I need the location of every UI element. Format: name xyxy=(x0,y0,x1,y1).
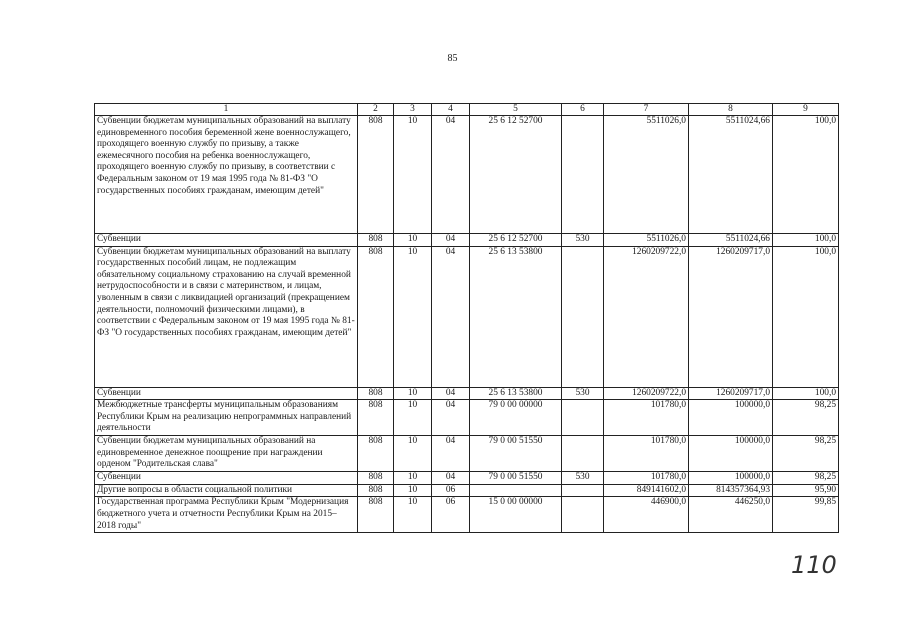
subsection-code: 04 xyxy=(432,234,470,247)
target-article-code: 25 6 12 52700 xyxy=(470,116,562,234)
subsection-code: 04 xyxy=(432,436,470,472)
ministry-code: 808 xyxy=(358,246,394,387)
expense-type-code xyxy=(562,400,604,436)
target-article-code: 25 6 13 53800 xyxy=(470,246,562,387)
subsection-code: 06 xyxy=(432,484,470,497)
planned-amount: 5511026,0 xyxy=(604,234,689,247)
table-row xyxy=(95,116,839,234)
column-header: 8 xyxy=(689,104,773,116)
expense-type-code: 530 xyxy=(562,387,604,400)
table-row xyxy=(95,400,839,436)
page-number: 85 xyxy=(447,53,458,64)
table-row xyxy=(95,472,839,485)
planned-amount: 101780,0 xyxy=(604,436,689,472)
row-name: Межбюджетные трансферты муниципальным образованиям Республики Крым на реализацию непрограммных направлений деятельности xyxy=(95,400,358,436)
expense-type-code: 530 xyxy=(562,472,604,485)
executed-amount: 100000,0 xyxy=(689,472,773,485)
expense-type-code xyxy=(562,497,604,533)
row-name: Субвенции бюджетам муниципальных образований на единовременное денежное поощрение при награждении орденом "Родительская слава" xyxy=(95,436,358,472)
subsection-code: 04 xyxy=(432,246,470,387)
ministry-code: 808 xyxy=(358,400,394,436)
target-article-code xyxy=(470,484,562,497)
column-header: 3 xyxy=(394,104,432,116)
planned-amount: 101780,0 xyxy=(604,472,689,485)
executed-amount: 100000,0 xyxy=(689,400,773,436)
section-code: 10 xyxy=(394,484,432,497)
subsection-code: 04 xyxy=(432,387,470,400)
execution-percent: 95,90 xyxy=(773,484,839,497)
execution-percent: 98,25 xyxy=(773,472,839,485)
execution-percent: 98,25 xyxy=(773,400,839,436)
ministry-code: 808 xyxy=(358,234,394,247)
table-header-row xyxy=(95,104,839,116)
planned-amount: 101780,0 xyxy=(604,400,689,436)
ministry-code: 808 xyxy=(358,436,394,472)
row-name: Субвенции xyxy=(95,234,358,247)
execution-percent: 98,25 xyxy=(773,436,839,472)
execution-percent: 100,0 xyxy=(773,246,839,387)
target-article-code: 25 6 13 53800 xyxy=(470,387,562,400)
planned-amount: 849141602,0 xyxy=(604,484,689,497)
row-name: Другие вопросы в области социальной политики xyxy=(95,484,358,497)
section-code: 10 xyxy=(394,116,432,234)
subsection-code: 04 xyxy=(432,472,470,485)
expense-type-code xyxy=(562,246,604,387)
table-row xyxy=(95,246,839,387)
execution-percent: 100,0 xyxy=(773,234,839,247)
expense-type-code: 530 xyxy=(562,234,604,247)
section-code: 10 xyxy=(394,234,432,247)
planned-amount: 1260209722,0 xyxy=(604,246,689,387)
executed-amount: 446250,0 xyxy=(689,497,773,533)
executed-amount: 814357364,93 xyxy=(689,484,773,497)
table-row xyxy=(95,387,839,400)
table-row xyxy=(95,497,839,533)
ministry-code: 808 xyxy=(358,472,394,485)
execution-percent: 100,0 xyxy=(773,387,839,400)
section-code: 10 xyxy=(394,497,432,533)
ministry-code: 808 xyxy=(358,497,394,533)
execution-percent: 100,0 xyxy=(773,116,839,234)
target-article-code: 79 0 00 51550 xyxy=(470,436,562,472)
column-header: 1 xyxy=(95,104,358,116)
table-row xyxy=(95,234,839,247)
expense-type-code xyxy=(562,484,604,497)
column-header: 5 xyxy=(470,104,562,116)
handwritten-sheet-number-text: 110 xyxy=(791,551,837,578)
planned-amount: 1260209722,0 xyxy=(604,387,689,400)
target-article-code: 25 6 12 52700 xyxy=(470,234,562,247)
executed-amount: 5511024,66 xyxy=(689,116,773,234)
section-code: 10 xyxy=(394,400,432,436)
section-code: 10 xyxy=(394,246,432,387)
planned-amount: 446900,0 xyxy=(604,497,689,533)
target-article-code: 15 0 00 00000 xyxy=(470,497,562,533)
row-name: Субвенции xyxy=(95,387,358,400)
execution-percent: 99,85 xyxy=(773,497,839,533)
column-header: 6 xyxy=(562,104,604,116)
column-header: 2 xyxy=(358,104,394,116)
section-code: 10 xyxy=(394,387,432,400)
table-row xyxy=(95,436,839,472)
column-header: 9 xyxy=(773,104,839,116)
executed-amount: 1260209717,0 xyxy=(689,246,773,387)
section-code: 10 xyxy=(394,436,432,472)
planned-amount: 5511026,0 xyxy=(604,116,689,234)
executed-amount: 5511024,66 xyxy=(689,234,773,247)
ministry-code: 808 xyxy=(358,484,394,497)
column-header: 4 xyxy=(432,104,470,116)
row-name: Субвенции бюджетам муниципальных образований на выплату государственных пособий лицам, не подлежащим обязательному социальному страхованию на случай временной нетрудоспособности и в связи с материнством, и лицам, уволенным в связи с ликвидацией организаций (прекращением деятельности, полномочий физическими лицами), в соответствии с Федеральным законом от 19 мая 1995 года № 81-ФЗ "О государственных пособиях гражданам, имеющим детей" xyxy=(95,246,358,387)
target-article-code: 79 0 00 00000 xyxy=(470,400,562,436)
row-name: Субвенции бюджетам муниципальных образований на выплату единовременного пособия беременной жене военнослужащего, проходящего военную службу по призыву, а также ежемесячного пособия на ребенка военнослужащего, проходящего военную службу по призыву, в соответствии с Федеральным законом от 19 мая 1995 года № 81-ФЗ "О государственных пособиях гражданам, имеющим детей" xyxy=(95,116,358,234)
subsection-code: 04 xyxy=(432,400,470,436)
expense-type-code xyxy=(562,436,604,472)
subsection-code: 06 xyxy=(432,497,470,533)
executed-amount: 100000,0 xyxy=(689,436,773,472)
target-article-code: 79 0 00 51550 xyxy=(470,472,562,485)
handwritten-sheet-number xyxy=(789,548,843,578)
ministry-code: 808 xyxy=(358,116,394,234)
budget-table xyxy=(94,103,839,533)
table-row xyxy=(95,484,839,497)
column-header: 7 xyxy=(604,104,689,116)
executed-amount: 1260209717,0 xyxy=(689,387,773,400)
row-name: Государственная программа Республики Крым "Модернизация бюджетного учета и отчетности Республики Крым на 2015–2018 годы" xyxy=(95,497,358,533)
subsection-code: 04 xyxy=(432,116,470,234)
expense-type-code xyxy=(562,116,604,234)
ministry-code: 808 xyxy=(358,387,394,400)
section-code: 10 xyxy=(394,472,432,485)
row-name: Субвенции xyxy=(95,472,358,485)
